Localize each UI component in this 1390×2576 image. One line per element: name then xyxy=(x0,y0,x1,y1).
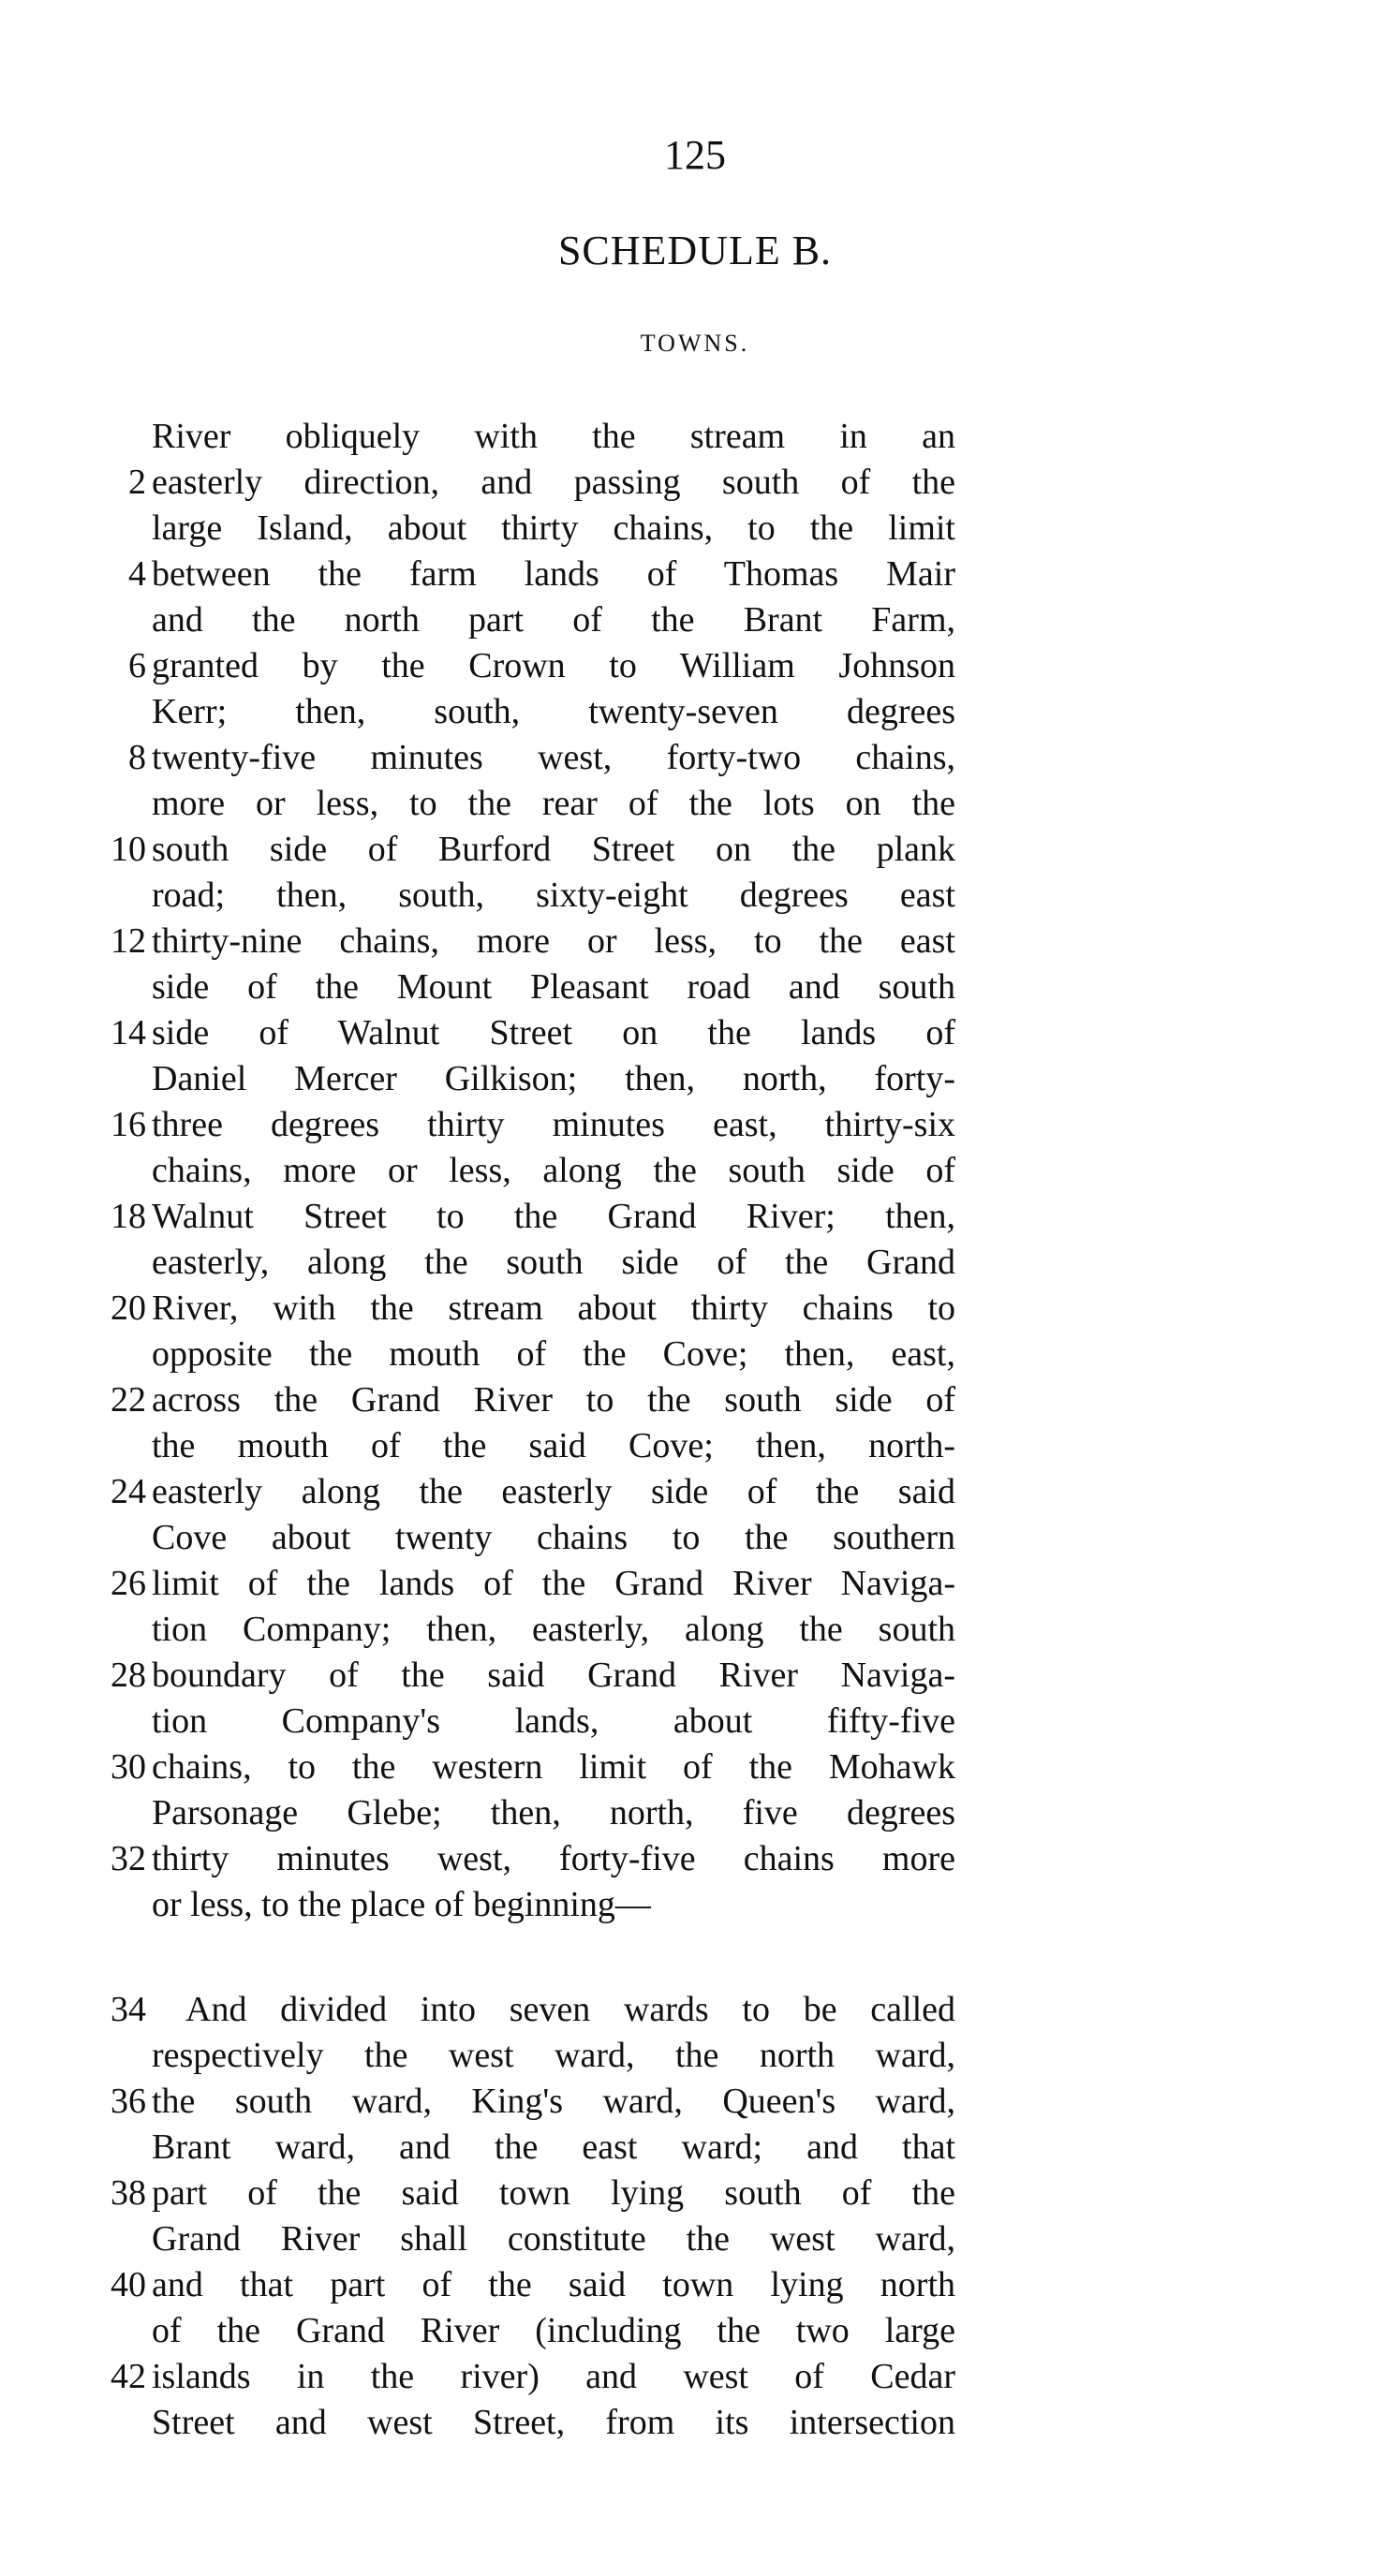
line-text: respectively the west ward, the north ward, xyxy=(152,2036,955,2075)
line-text: the south ward, King's ward, Queen's ward, xyxy=(152,2082,955,2121)
line-text: River obliquely with the stream in an xyxy=(152,417,955,456)
text-line xyxy=(94,1653,955,1699)
line-text: side of Walnut Street on the lands of xyxy=(152,1013,955,1052)
line-number: 40 xyxy=(111,2265,146,2304)
line-number: 24 xyxy=(111,1472,146,1511)
line-text: twenty-five minutes west, forty-two chains, xyxy=(152,738,955,777)
text-line xyxy=(94,873,955,919)
line-text: limit of the lands of the Grand River Naviga- xyxy=(152,1564,955,1603)
line-text: chains, more or less, along the south side of xyxy=(152,1151,955,1190)
line-number: 38 xyxy=(111,2173,146,2213)
section-title: TOWNS. xyxy=(640,330,750,357)
line-text: granted by the Crown to William Johnson xyxy=(152,646,955,685)
line-text: part of the said town lying south of the xyxy=(152,2173,955,2213)
text-line xyxy=(94,1194,955,1240)
text-line xyxy=(94,1699,955,1744)
page-number: 125 xyxy=(664,132,726,178)
line-text: three degrees thirty minutes east, thirty-six xyxy=(152,1105,955,1144)
text-line xyxy=(94,1515,955,1561)
text-line xyxy=(94,1423,955,1469)
line-text: the mouth of the said Cove; then, north- xyxy=(152,1426,955,1465)
text-line xyxy=(94,2125,955,2171)
text-line xyxy=(94,1102,955,1148)
schedule-title: SCHEDULE B. xyxy=(557,228,833,273)
text-line xyxy=(94,460,955,506)
text-line xyxy=(94,919,955,964)
text-line xyxy=(94,597,955,643)
line-text: Parsonage Glebe; then, north, five degrees xyxy=(152,1793,955,1833)
line-number: 16 xyxy=(111,1105,146,1144)
line-text: Brant ward, and the east ward; and that xyxy=(152,2127,955,2167)
line-text: boundary of the said Grand River Naviga- xyxy=(152,1656,955,1695)
line-text: more or less, to the rear of the lots on the xyxy=(152,784,955,823)
line-text: of the Grand River (including the two large xyxy=(152,2311,955,2350)
text-line xyxy=(94,1286,955,1332)
text-line xyxy=(94,1469,955,1515)
text-line xyxy=(94,2216,955,2262)
line-text: Daniel Mercer Gilkison; then, north, forty- xyxy=(152,1059,955,1098)
line-text: side of the Mount Pleasant road and south xyxy=(152,967,955,1007)
text-line xyxy=(94,2354,955,2400)
line-number: 26 xyxy=(111,1564,146,1603)
paragraph-wards-division xyxy=(94,1987,955,2446)
line-text: across the Grand River to the south side of xyxy=(152,1380,955,1420)
text-line xyxy=(94,506,955,552)
paragraph-boundary-description xyxy=(94,414,955,1928)
line-number: 30 xyxy=(111,1747,146,1787)
text-line xyxy=(94,2400,955,2446)
line-text: Street and west Street, from its intersection xyxy=(152,2403,955,2442)
line-text: Cove about twenty chains to the southern xyxy=(152,1518,955,1557)
text-line xyxy=(94,643,955,689)
line-text: and the north part of the Brant Farm, xyxy=(152,600,955,640)
text-line xyxy=(94,1987,955,2033)
line-text: south side of Burford Street on the plank xyxy=(152,830,955,869)
text-line xyxy=(94,1607,955,1653)
text-line xyxy=(94,1240,955,1286)
line-number: 6 xyxy=(128,646,146,685)
line-number: 34 xyxy=(111,1990,146,2029)
line-text: easterly direction, and passing south of the xyxy=(152,463,955,502)
line-number: 8 xyxy=(128,738,146,777)
text-line xyxy=(94,552,955,597)
text-line xyxy=(94,964,955,1010)
line-text: Kerr; then, south, twenty-seven degrees xyxy=(152,692,955,731)
line-text: thirty minutes west, forty-five chains more xyxy=(152,1839,955,1878)
line-text: easterly, along the south side of the Grand xyxy=(152,1243,955,1282)
line-number: 32 xyxy=(111,1839,146,1878)
line-number: 4 xyxy=(128,554,146,594)
text-line xyxy=(94,2308,955,2354)
line-text: or less, to the place of beginning— xyxy=(152,1885,651,1924)
text-line xyxy=(94,1377,955,1423)
text-line xyxy=(94,2171,955,2216)
line-text: large Island, about thirty chains, to the limit xyxy=(152,508,955,548)
line-text: Grand River shall constitute the west ward, xyxy=(152,2219,955,2259)
text-line xyxy=(94,735,955,781)
text-line xyxy=(94,1332,955,1377)
line-text: River, with the stream about thirty chains to xyxy=(152,1288,955,1328)
text-line xyxy=(94,1010,955,1056)
text-line xyxy=(94,1056,955,1102)
line-text: chains, to the western limit of the Mohawk xyxy=(152,1747,955,1787)
line-text: thirty-nine chains, more or less, to the east xyxy=(152,921,955,961)
line-text: And divided into seven wards to be called xyxy=(185,1990,955,2029)
line-text: opposite the mouth of the Cove; then, east, xyxy=(152,1334,955,1374)
line-number: 14 xyxy=(111,1013,146,1052)
text-line xyxy=(94,1561,955,1607)
line-text: easterly along the easterly side of the said xyxy=(152,1472,955,1511)
line-number: 20 xyxy=(111,1288,146,1328)
line-text: road; then, south, sixty-eight degrees east xyxy=(152,876,955,915)
line-text: between the farm lands of Thomas Mair xyxy=(152,554,955,594)
line-text: and that part of the said town lying north xyxy=(152,2265,955,2304)
text-line xyxy=(94,781,955,827)
text-line xyxy=(94,2262,955,2308)
line-number: 12 xyxy=(111,921,146,961)
text-line xyxy=(94,827,955,873)
line-number: 18 xyxy=(111,1197,146,1236)
text-line xyxy=(94,1836,955,1882)
line-number: 22 xyxy=(111,1380,146,1420)
text-line xyxy=(94,689,955,735)
text-line xyxy=(94,1148,955,1194)
line-number: 10 xyxy=(111,830,146,869)
line-number: 28 xyxy=(111,1656,146,1695)
text-line xyxy=(94,2033,955,2079)
line-text: tion Company's lands, about fifty-five xyxy=(152,1701,955,1741)
line-text: Walnut Street to the Grand River; then, xyxy=(152,1197,955,1236)
text-line xyxy=(94,1790,955,1836)
line-text: islands in the river) and west of Cedar xyxy=(152,2357,955,2396)
line-text: tion Company; then, easterly, along the south xyxy=(152,1610,955,1649)
line-number: 2 xyxy=(128,463,146,502)
line-number: 36 xyxy=(111,2082,146,2121)
text-line xyxy=(94,1882,955,1928)
text-line xyxy=(94,414,955,460)
text-line xyxy=(94,1744,955,1790)
text-line xyxy=(94,2079,955,2125)
line-number: 42 xyxy=(111,2357,146,2396)
